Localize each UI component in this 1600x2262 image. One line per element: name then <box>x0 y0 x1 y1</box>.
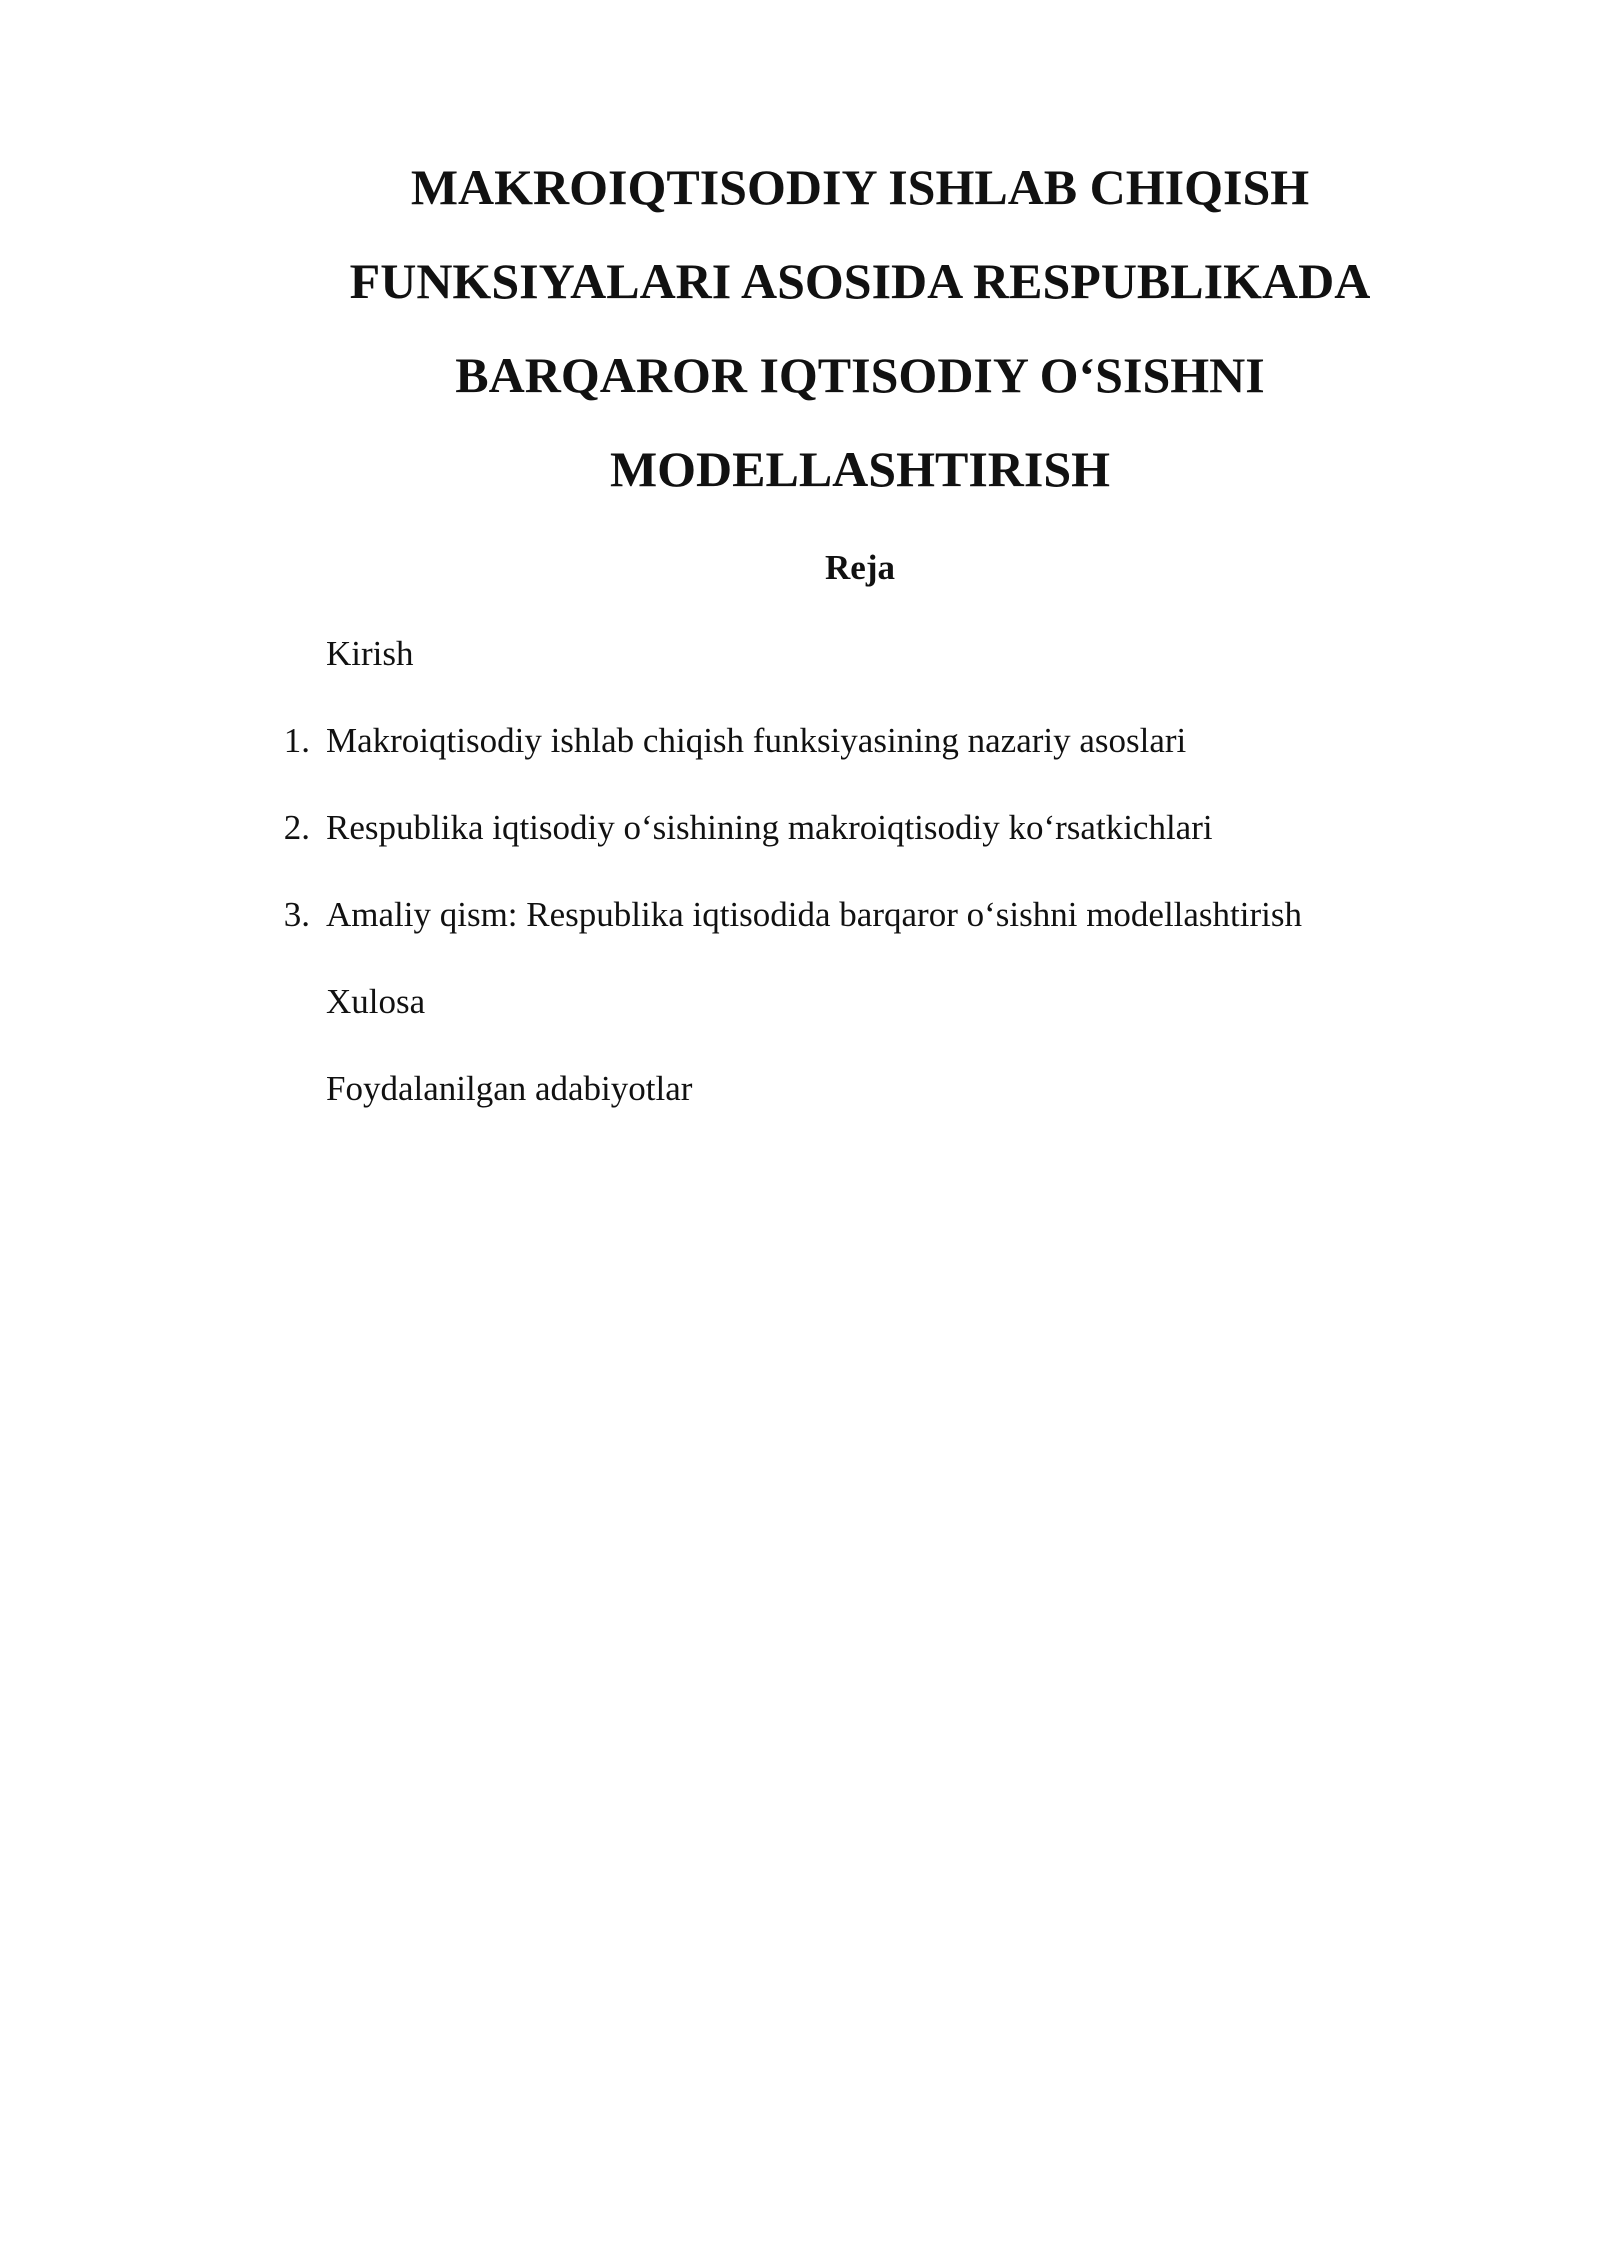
plan-item-number: 1. <box>283 721 310 760</box>
title-line: BARQAROR IQTISODIY O‘SISHNI <box>455 347 1265 403</box>
plan-item-adabiyotlar <box>270 1061 1470 1148</box>
plan-item-text: Respublika iqtisodiy o‘sishining makroiqtisodiy ko‘rsatkichlari <box>326 808 1213 847</box>
plan-item-1 <box>270 713 1470 800</box>
plan-item-text: Amaliy qism: Respublika iqtisodida barqaror o‘sishni modellashtirish <box>326 895 1303 934</box>
plan-item-number: 2. <box>283 808 310 847</box>
plan-heading: Reja <box>825 548 895 587</box>
plan-list <box>270 626 1470 1148</box>
plan-item-3 <box>270 887 1470 974</box>
title-line: FUNKSIYALARI ASOSIDA RESPUBLIKADA <box>349 253 1371 309</box>
title-line: MODELLASHTIRISH <box>609 441 1111 497</box>
plan-item-text: Foydalanilgan adabiyotlar <box>326 1069 693 1108</box>
plan-item-2 <box>270 800 1470 887</box>
plan-item-text: Makroiqtisodiy ishlab chiqish funksiyasining nazariy asoslari <box>326 721 1187 760</box>
plan-item-text: Kirish <box>326 634 414 673</box>
plan-item-number: 3. <box>283 895 310 934</box>
plan-item-text: Xulosa <box>326 982 426 1021</box>
title-line: MAKROIQTISODIY ISHLAB CHIQISH <box>410 159 1310 215</box>
document-title <box>290 140 1430 516</box>
plan-item-kirish <box>270 626 1470 713</box>
plan-item-xulosa <box>270 974 1470 1061</box>
